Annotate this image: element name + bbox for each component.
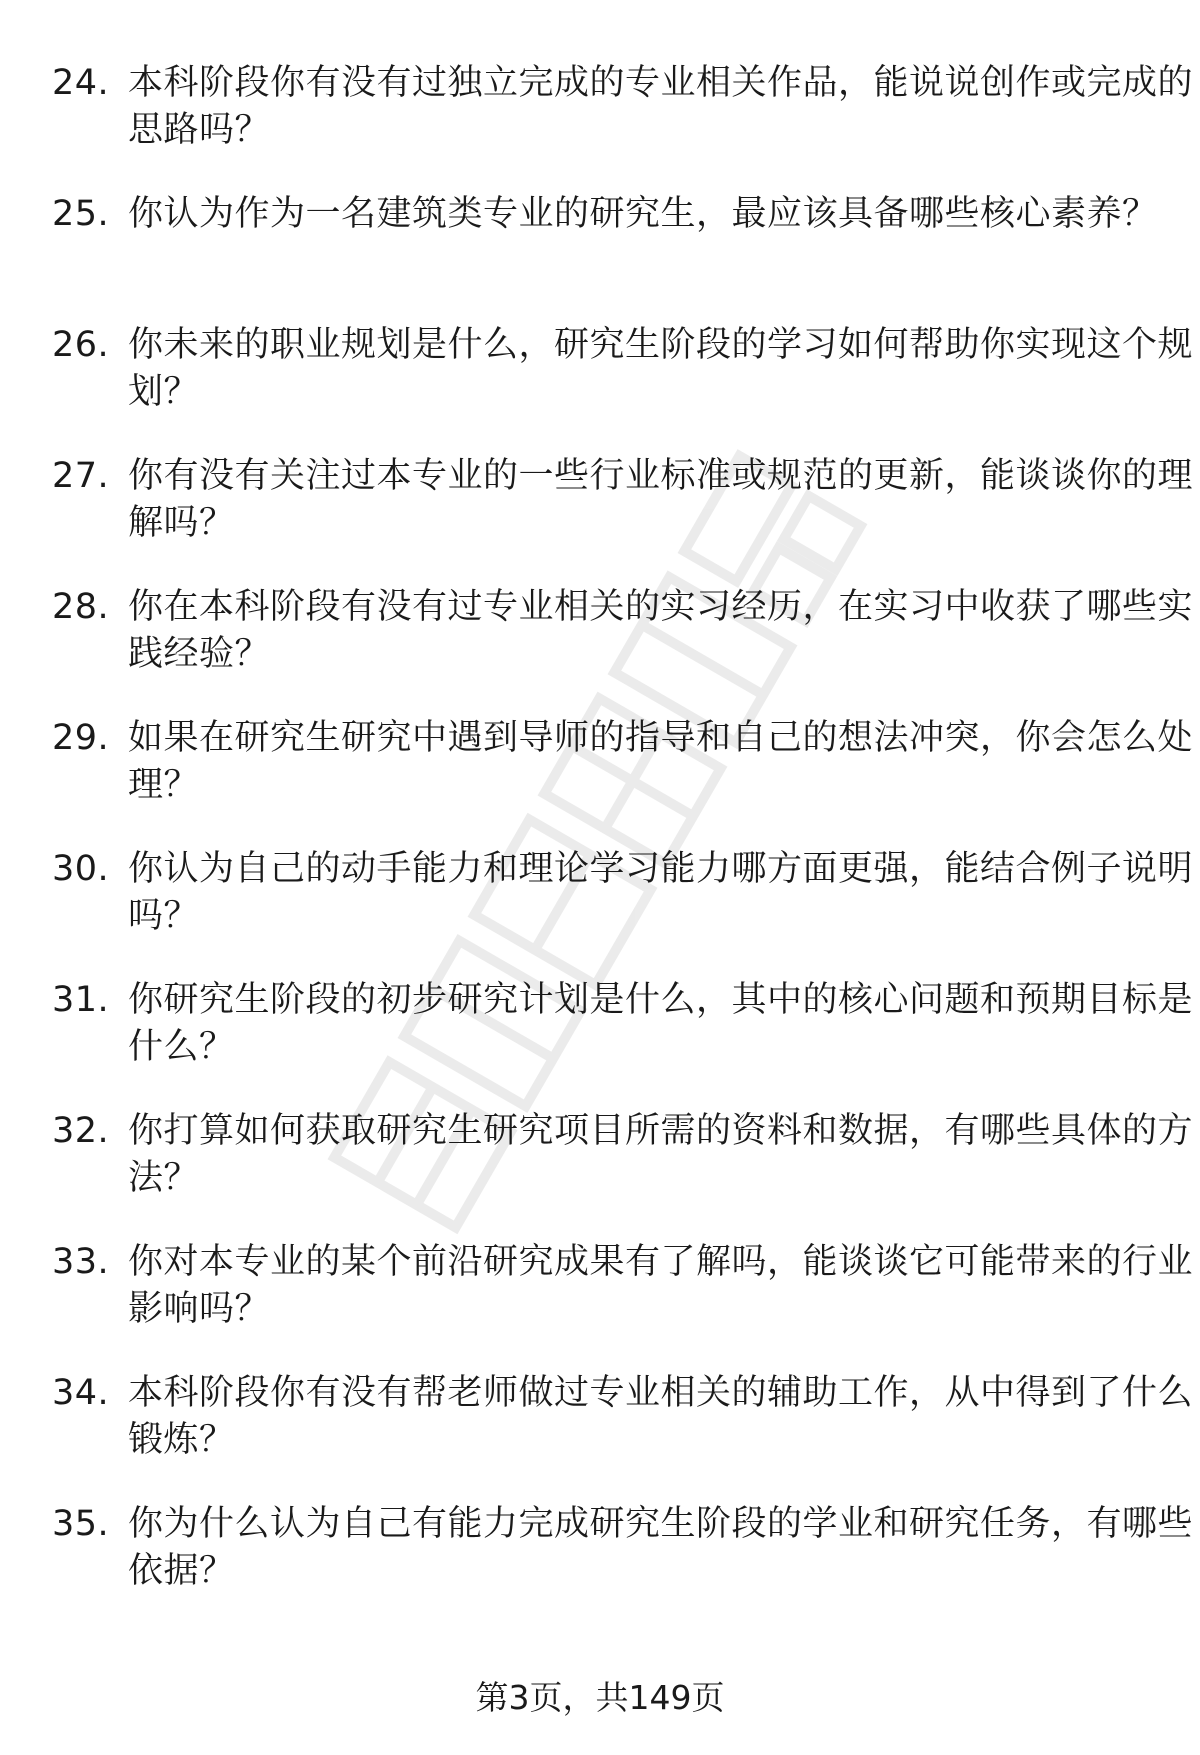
question-number: 30. — [52, 849, 110, 889]
list-item — [52, 1501, 1194, 1632]
list-item — [52, 846, 1194, 977]
question-number: 35. — [52, 1504, 110, 1544]
question-number: 24. — [52, 63, 110, 103]
list-item — [52, 1108, 1194, 1239]
question-text: 你认为自己的动手能力和理论学习能力哪方面更强，能结合例子说明吗？ — [128, 849, 1194, 936]
question-text: 你研究生阶段的初步研究计划是什么，其中的核心问题和预期目标是什么？ — [128, 980, 1194, 1067]
question-number: 28. — [52, 587, 110, 627]
list-item — [52, 60, 1194, 191]
question-text: 如果在研究生研究中遇到导师的指导和自己的想法冲突，你会怎么处理？ — [128, 718, 1194, 805]
question-text: 你有没有关注过本专业的一些行业标准或规范的更新，能谈谈你的理解吗？ — [128, 456, 1194, 543]
question-list — [52, 60, 1194, 1632]
question-number: 26. — [52, 325, 110, 365]
question-number: 33. — [52, 1242, 110, 1282]
list-item — [52, 1370, 1194, 1501]
page-number: 第3页，共149页 — [475, 1678, 725, 1717]
list-item — [52, 191, 1158, 322]
question-text: 你认为作为一名建筑类专业的研究生，最应该具备哪些核心素养？ — [128, 194, 1158, 234]
question-text: 本科阶段你有没有过独立完成的专业相关作品，能说说创作或完成的思路吗？ — [128, 63, 1194, 150]
list-item — [52, 1239, 1194, 1370]
question-number: 29. — [52, 718, 110, 758]
question-text: 你在本科阶段有没有过专业相关的实习经历，在实习中收获了哪些实践经验？ — [128, 587, 1194, 674]
list-item — [52, 453, 1194, 584]
question-text: 你未来的职业规划是什么，研究生阶段的学习如何帮助你实现这个规划？ — [128, 325, 1194, 412]
list-item — [52, 715, 1194, 846]
question-number: 27. — [52, 456, 110, 496]
question-text: 你为什么认为自己有能力完成研究生阶段的学业和研究任务，有哪些依据？ — [128, 1504, 1194, 1591]
question-number: 34. — [52, 1373, 110, 1413]
list-item — [52, 977, 1194, 1108]
question-number: 32. — [52, 1111, 110, 1151]
question-number: 25. — [52, 194, 110, 234]
list-item — [52, 584, 1194, 715]
question-number: 31. — [52, 980, 110, 1020]
question-text: 你打算如何获取研究生研究项目所需的资料和数据，有哪些具体的方法？ — [128, 1111, 1194, 1198]
list-item — [52, 322, 1194, 453]
question-text: 你对本专业的某个前沿研究成果有了解吗，能谈谈它可能带来的行业影响吗？ — [128, 1242, 1194, 1329]
question-text: 本科阶段你有没有帮老师做过专业相关的辅助工作，从中得到了什么锻炼？ — [128, 1373, 1194, 1460]
